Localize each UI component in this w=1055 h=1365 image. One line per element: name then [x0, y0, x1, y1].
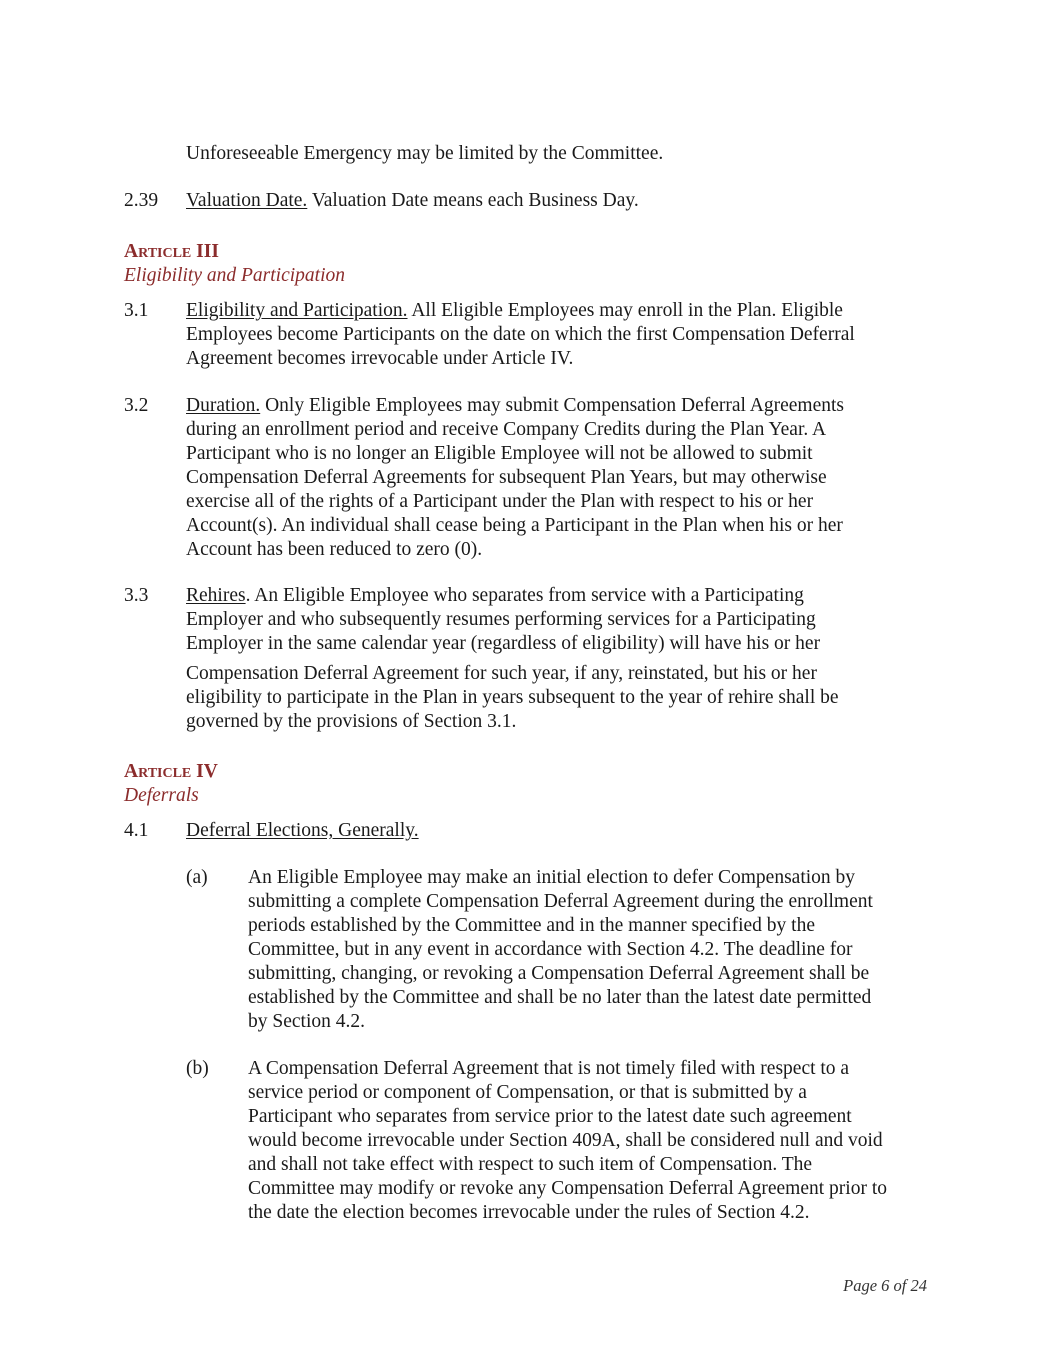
section-3-3-paragraph [186, 584, 820, 656]
section-3-2-paragraph [186, 394, 844, 562]
article-heading [124, 240, 219, 264]
section-title: Duration. [186, 395, 261, 416]
text-line: established by the Committee and shall be no later than the latest date permitted [248, 987, 872, 1008]
article-label: Article [124, 241, 192, 262]
article-numeral: III [196, 241, 219, 262]
text-line: Committee may modify or revoke any Compensation Deferral Agreement prior to [248, 1178, 887, 1199]
text-line: service period or component of Compensation, or that is submitted by a [248, 1082, 807, 1103]
section-title: Deferral Elections, Generally. [186, 820, 419, 841]
text-line: Participant who is no longer an Eligible Employee will not be allowed to submit [186, 443, 813, 464]
page-number: Page 6 of 24 [843, 1276, 927, 1295]
section-title: Rehires [186, 585, 246, 606]
continuation-text: Unforeseeable Emergency may be limited by the Committee. [186, 143, 664, 164]
section-3-3-continued [186, 662, 839, 734]
article-numeral: IV [196, 761, 218, 782]
article-subtitle: Deferrals [124, 785, 199, 806]
text-line: during an enrollment period and receive Company Credits during the Plan Year. A [186, 419, 827, 440]
article-label: Article [124, 761, 192, 782]
text-line: Compensation Deferral Agreements for subsequent Plan Years, but may otherwise [186, 467, 827, 488]
section-number: 2.39 [124, 190, 159, 211]
text-line: by Section 4.2. [248, 1011, 365, 1032]
text-line: A Compensation Deferral Agreement that is not timely filed with respect to a [248, 1058, 850, 1079]
section-number: 3.2 [124, 395, 149, 416]
subsection-a-paragraph [248, 866, 873, 1034]
text-line: exercise all of the rights of a Participant under the Plan with respect to his or her [186, 491, 814, 512]
text-line: Account has been reduced to zero (0). [186, 539, 483, 560]
text-line: Only Eligible Employees may submit Compensation Deferral Agreements [260, 395, 844, 416]
text-line: Account(s). An individual shall cease being a Participant in the Plan when his or her [186, 515, 843, 536]
section-2-39-paragraph [186, 189, 639, 213]
text-line: governed by the provisions of Section 3.1. [186, 711, 517, 732]
text-line: Compensation Deferral Agreement for such year, if any, reinstated, but his or her [186, 663, 817, 684]
text-line: Employees become Participants on the date on which the first Compensation Deferral [186, 324, 855, 345]
text-line: submitting a complete Compensation Deferral Agreement during the enrollment [248, 891, 873, 912]
text-line: An Eligible Employee may make an initial election to defer Compensation by [248, 867, 856, 888]
text-line: eligibility to participate in the Plan in years subsequent to the year of rehire shall be [186, 687, 839, 708]
text-line: would become irrevocable under Section 409A, shall be considered null and void [248, 1130, 883, 1151]
text-line: Committee, but in any event in accordance with Section 4.2. The deadline for [248, 939, 853, 960]
section-title: Eligibility and Participation. [186, 300, 408, 321]
text-line: All Eligible Employees may enroll in the Plan. Eligible [407, 300, 843, 321]
text-line: submitting, changing, or revoking a Compensation Deferral Agreement shall be [248, 963, 870, 984]
section-3-1-paragraph [186, 299, 855, 371]
text-line: Employer and who subsequently resumes performing services for a Participating [186, 609, 816, 630]
article-subtitle: Eligibility and Participation [124, 265, 345, 286]
text-line: Agreement becomes irrevocable under Article IV. [186, 348, 574, 369]
subsection-b-paragraph [248, 1057, 887, 1225]
subsection-label: (b) [186, 1058, 209, 1079]
section-number: 3.1 [124, 300, 149, 321]
section-number: 4.1 [124, 820, 149, 841]
text-line: periods established by the Committee and in the manner specified by the [248, 915, 815, 936]
text-line: the date the election becomes irrevocable under the rules of Section 4.2. [248, 1202, 810, 1223]
section-text: Valuation Date means each Business Day. [307, 190, 639, 211]
section-title: Valuation Date. [186, 190, 308, 211]
article-heading [124, 760, 218, 784]
text-line: Participant who separates from service prior to the latest date such agreement [248, 1106, 852, 1127]
text-line: Employer in the same calendar year (regardless of eligibility) will have his or her [186, 633, 821, 654]
text-line: and shall not take effect with respect to such item of Compensation. The [248, 1154, 813, 1175]
text-line: . An Eligible Employee who separates from service with a Participating [245, 585, 804, 606]
section-number: 3.3 [124, 585, 149, 606]
subsection-label: (a) [186, 867, 208, 888]
